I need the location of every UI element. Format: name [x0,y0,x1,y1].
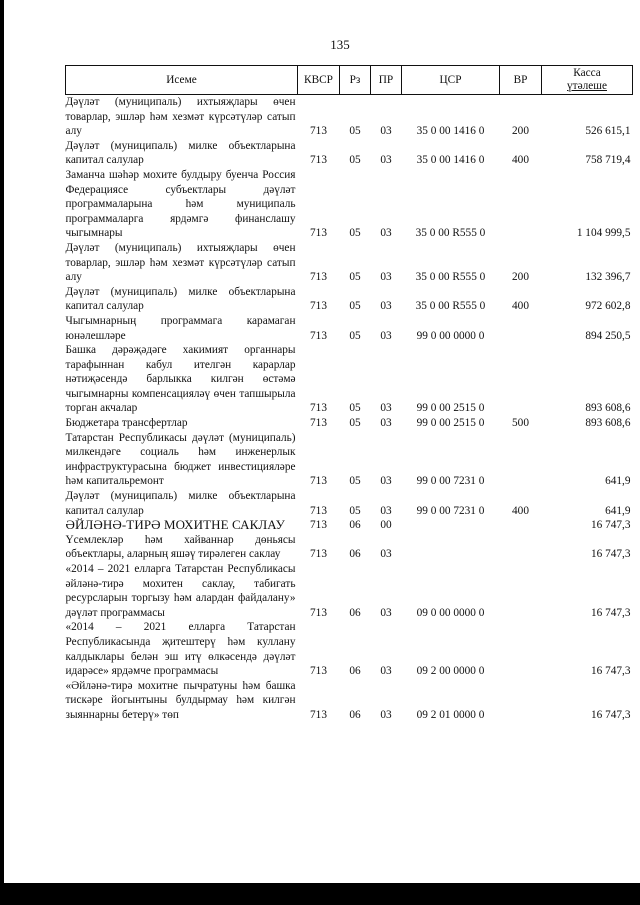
cell-pr: 03 [380,329,392,342]
cell-sum: 972 602,8 [585,300,631,313]
cell-rz: 05 [349,227,361,240]
cell-pr: 03 [380,402,392,415]
table-row [66,314,633,343]
cell-name: Дәүләт (муниципаль) ихтыяҗлары өчен товарлар, эшләр һәм хезмәт күрсәтүләр сатып алу [65,96,296,138]
cell-sum: 16 747,3 [590,519,631,532]
header-sum-line2: үтәлеше [567,80,607,92]
cell-kvsr: 713 [310,708,327,721]
table-row [66,431,633,489]
cell-pr: 03 [380,665,392,678]
cell-vr [500,620,542,678]
header-csr: ЦСР [402,66,500,95]
table-row [66,139,633,168]
cell-sum: 894 250,5 [585,329,631,342]
cell-pr: 03 [380,271,392,284]
cell-pr: 03 [380,417,392,430]
cell-vr: 400 [512,504,529,517]
cell-kvsr: 713 [310,227,327,240]
cell-rz: 06 [349,519,361,532]
cell-name: Башка дәрәҗәдәге хакимият органнары тарафыннан кабул ителгән карарлар нәтиҗәсендә барлыкка килгән өстәмә чыгымнарны компенсацияләү өчен тапшырыла торган акчалар [65,344,296,415]
header-pr: ПР [371,66,402,95]
header-rz: Рз [340,66,371,95]
cell-kvsr: 713 [310,125,327,138]
cell-pr: 03 [380,475,392,488]
cell-name: Дәүләт (муниципаль) милке объектларына капитал салулар [65,285,296,313]
cell-kvsr: 713 [310,300,327,313]
cell-sum: 16 747,3 [590,606,631,619]
budget-execution-table [65,65,633,723]
cell-name: Дәүләт (муниципаль) милке объектларына капитал салулар [65,490,296,517]
table-header-row [66,66,633,95]
table-row [66,241,633,285]
table-row [66,620,633,678]
header-sum-line1: Касса [573,67,601,79]
cell-rz: 05 [349,329,361,342]
cell-sum: 132 396,7 [585,271,631,284]
cell-rz: 05 [349,300,361,313]
cell-rz: 06 [349,665,361,678]
cell-kvsr: 713 [310,606,327,619]
cell-kvsr: 713 [310,548,327,561]
cell-pr: 03 [380,708,392,721]
cell-vr: 200 [512,271,529,284]
cell-rz: 06 [349,606,361,619]
cell-rz: 06 [349,548,361,561]
cell-rz: 05 [349,475,361,488]
table-row [66,679,633,723]
cell-pr: 03 [380,125,392,138]
cell-csr: 99 0 00 0000 0 [416,329,485,342]
cell-name: «2014 – 2021 елларга Татарстан Республикасында җитештерү һәм куллану калдыклары белән эш итү өлкәсендә дәүләт идарәсе» ярдәмче программасы [65,621,296,678]
table-row [66,285,633,314]
header-vr: ВР [500,66,542,95]
cell-csr: 35 0 00 R555 0 [415,227,486,240]
table-row [66,562,633,620]
cell-vr [500,168,542,241]
cell-vr [500,533,542,562]
cell-name: Бюджетара трансфертлар [65,417,188,430]
cell-vr [500,518,542,533]
cell-csr: 09 2 00 0000 0 [416,665,485,678]
cell-name: «2014 – 2021 елларга Татарстан Республикасы әйләнә-тирә мохитен саклау, табигать ресурсларын торгызу һәм алардан файдалану» дәүләт программасы [65,563,296,619]
header-name: Исеме [66,66,298,95]
table-row [66,168,633,241]
cell-vr [500,562,542,620]
cell-kvsr: 713 [310,504,327,517]
cell-sum: 641,9 [605,475,631,488]
cell-kvsr: 713 [310,475,327,488]
cell-vr [500,314,542,343]
cell-rz: 06 [349,708,361,721]
page-number: 135 [330,37,350,52]
cell-name: Заманча шәһәр мохите булдыру буенча Россия Федерациясе субъектлары дәүләт программаларына һәм муниципаль программаларга ярдәмгә финанслашу чыгымнары [65,168,296,240]
cell-rz: 05 [349,504,361,517]
cell-kvsr: 713 [310,665,327,678]
cell-pr: 03 [380,154,392,167]
cell-name: Үсемлекләр һәм хайваннар дөньясы объектлары, аларның яшәү тирәлеген саклау [65,533,296,561]
table-row [66,533,633,562]
cell-name: Чыгымнарның программага карамаган юнәлешләре [65,314,296,342]
table-row [66,416,633,431]
cell-pr: 00 [380,519,392,532]
cell-sum: 16 747,3 [590,548,631,561]
cell-kvsr: 713 [310,154,327,167]
cell-csr: 99 0 00 7231 0 [416,475,485,488]
section-row [66,518,633,533]
cell-vr: 500 [512,417,529,430]
cell-vr [500,343,542,416]
cell-rz: 05 [349,125,361,138]
cell-kvsr: 713 [310,329,327,342]
cell-pr: 03 [380,300,392,313]
table-body [66,95,633,723]
cell-rz: 05 [349,402,361,415]
cell-name: ӘЙЛӘНӘ-ТИРӘ МОХИТНЕ САКЛАУ [65,517,285,533]
cell-kvsr: 713 [310,519,327,532]
cell-vr: 400 [512,300,529,313]
cell-kvsr: 713 [310,402,327,415]
cell-rz: 05 [349,271,361,284]
cell-csr: 09 2 01 0000 0 [416,708,485,721]
cell-csr: 09 0 00 0000 0 [416,606,485,619]
cell-csr [402,518,500,533]
cell-pr: 03 [380,227,392,240]
cell-name: «Әйләнә-тирә мохитне пычратуны һәм башка тискәре йогынтыны булдырмау һәм килгән зыяннарны бетерү» төп [65,679,296,721]
cell-rz: 05 [349,154,361,167]
cell-sum: 1 104 999,5 [576,227,631,240]
cell-name: Дәүләт (муниципаль) ихтыяҗлары өчен товарлар, эшләр һәм хезмәт күрсәтүләр сатып алу [65,241,296,284]
scan-edge-bottom [0,883,640,905]
cell-csr: 99 0 00 7231 0 [416,504,485,517]
cell-sum: 758 719,4 [585,154,631,167]
cell-name: Татарстан Республикасы дәүләт (муниципаль) милкендәге социаль һәм инженерлык инфраструктурасына бюджет инвестицияләре һәм капитальремонт [65,431,296,488]
cell-sum: 893 608,6 [585,417,631,430]
cell-pr: 03 [380,504,392,517]
cell-sum: 16 747,3 [590,665,631,678]
table-row [66,343,633,416]
table-row [66,95,633,139]
cell-vr: 400 [512,154,529,167]
cell-name: Дәүләт (муниципаль) милке объектларына капитал салулар [65,139,296,167]
header-kvsr: КВСР [298,66,340,95]
cell-vr [500,431,542,489]
cell-pr: 03 [380,548,392,561]
cell-csr: 99 0 00 2515 0 [416,417,485,430]
cell-csr: 35 0 00 R555 0 [415,300,486,313]
cell-kvsr: 713 [310,271,327,284]
cell-csr: 99 0 00 2515 0 [416,402,485,415]
cell-pr: 03 [380,606,392,619]
cell-vr [500,679,542,723]
cell-sum: 526 615,1 [585,125,631,138]
cell-csr [402,533,500,562]
cell-sum: 893 608,6 [585,402,631,415]
cell-sum: 16 747,3 [590,708,631,721]
cell-vr: 200 [512,125,529,138]
cell-rz: 05 [349,417,361,430]
cell-csr: 35 0 00 R555 0 [415,271,486,284]
header-sum [542,66,633,95]
cell-sum: 641,9 [605,504,631,517]
cell-csr: 35 0 00 1416 0 [416,154,485,167]
cell-csr: 35 0 00 1416 0 [416,125,485,138]
cell-kvsr: 713 [310,417,327,430]
table-row [66,489,633,518]
scan-edge-left [0,0,4,905]
